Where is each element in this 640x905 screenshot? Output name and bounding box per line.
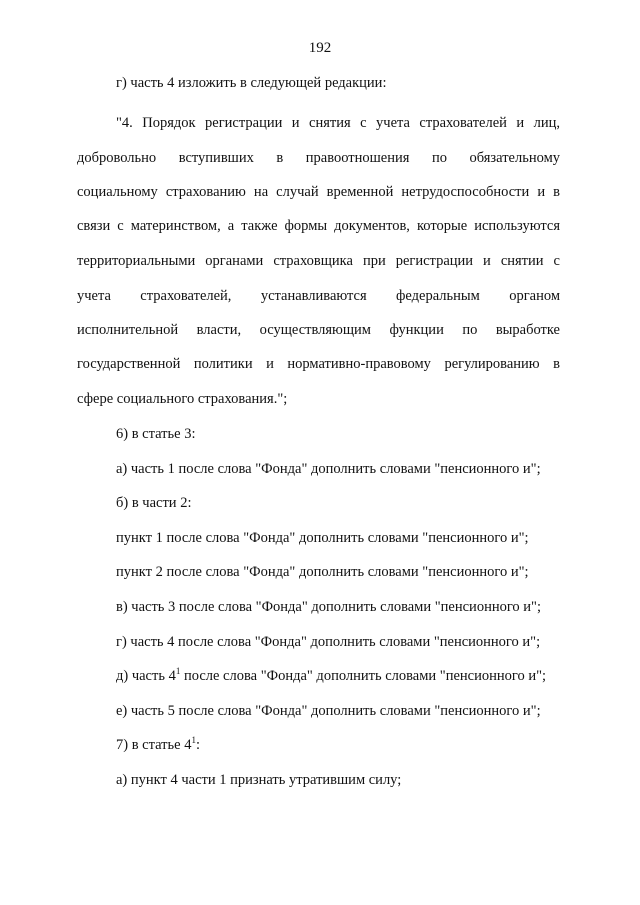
text-line: а) часть 1 после слова "Фонда" дополнить словами "пенсионного и"; [116,461,541,477]
text-line: социальному страхованию на случай временной нетрудоспособности и в [77,184,560,200]
text-line: сфере социального страхования."; [77,391,288,407]
text-line: исполнительной власти, осуществляющим функции по выработке [77,322,560,338]
text-line: пункт 2 после слова "Фонда" дополнить словами "пенсионного и"; [116,564,529,580]
text-line: учета страхователей, устанавливаются федеральным органом [77,288,560,304]
text-line: 6) в статье 3: [116,426,196,442]
text-line: г) часть 4 после слова "Фонда" дополнить словами "пенсионного и"; [116,634,541,650]
page-number: 192 [308,40,332,56]
text-line: "4. Порядок регистрации и снятия с учета страхователей и лиц, [116,115,560,131]
text-line: добровольно вступивших в правоотношения по обязательному [77,150,560,166]
text-line: территориальными органами страховщика при регистрации и снятии с [77,253,560,269]
text-line: 7) в статье $4^1$: [116,735,200,753]
text-line: д) часть $4^1$ после слова "Фонда" дополнить словами "пенсионного и"; [116,666,547,684]
text-line: пункт 1 после слова "Фонда" дополнить словами "пенсионного и"; [116,530,529,546]
text-line: государственной политики и нормативно-правовому регулированию в [77,356,560,372]
text-line: е) часть 5 после слова "Фонда" дополнить словами "пенсионного и"; [116,703,541,719]
text-line: в) часть 3 после слова "Фонда" дополнить словами "пенсионного и"; [116,599,542,615]
text-line: а) пункт 4 части 1 признать утратившим силу; [116,772,402,788]
text-line: б) в части 2: [116,495,192,511]
text-line: г) часть 4 изложить в следующей редакции: [116,75,387,91]
text-line: связи с материнством, а также формы документов, которые используются [77,218,560,234]
